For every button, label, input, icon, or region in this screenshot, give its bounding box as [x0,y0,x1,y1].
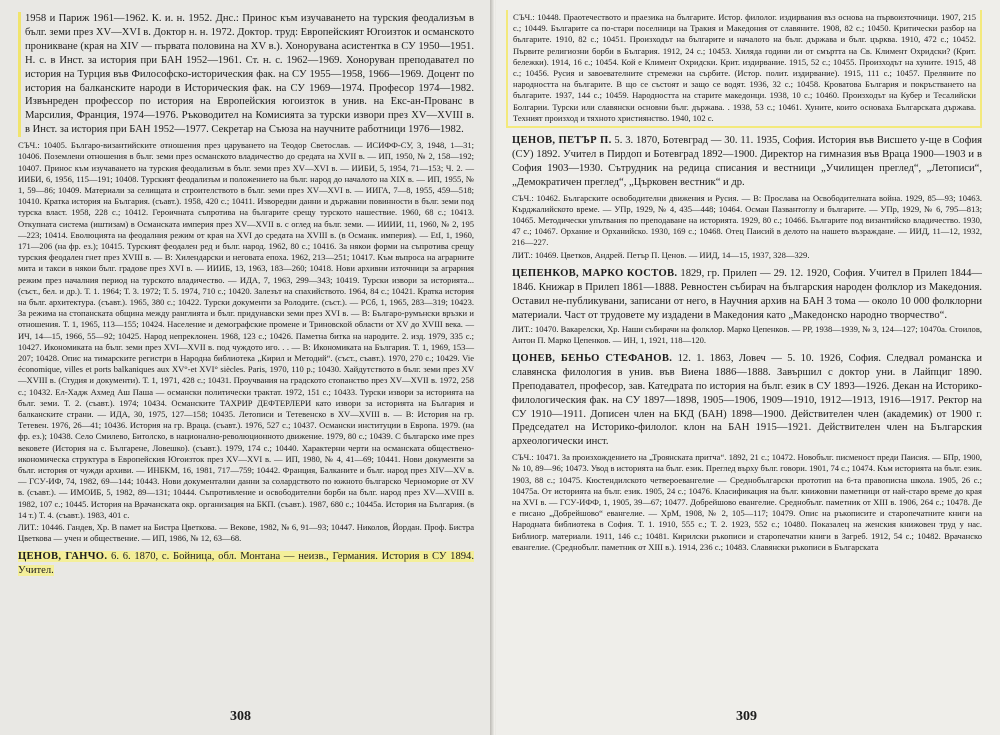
bibliography-works: СЪЧ.: 10405. Българо-византийските отношения през царуването на Теодор Светослав. — ИСИФФ-СУ, 3, 1948, 1—31; 10406. Поземлени отношения в бълг. земи през османското владичество до средата на XVII в. — ИП, 1950, № 2, 158—192; 10407. Принос към изучаването на турския феодализъм в бълг. земи през XV—XVI в. — ИИБИ, 5, 1954, 71—153; Ч. 2. — ИИБИ, 6, 1956, 115—191; 10408. Турският феодализъм и положението на бълг. народ до началото на XIX в. — ИП, 1955, № 1, 59—86; 10409. Материали за селищата и строителството в бълг. земи през XV—XVI в. — ИИГА, 7—8, 1955, 459—518; 10410. Кратка история на България. (съавт.). 1958, 420 с.; 10411. Изворедни данни и държавни повинности в бълг. земи под турска власт. 1958, 228 с.; 10412. Героичната съпротива на българите срещу турското нашествие. 1960, 68 с.; 10413. Откупната система (иштизам) в Османската империя през XV—XVII в. с оглед на бълг. земи. — ИИИИ, 11, 1960, № 2, 195—223; 10414. Еволюцията на феодалния режим от края на XVI до средата на XVIII в. (в Османк. империя). — ЕtІ, 1, 1960, 171—206 (на фр. ез.); 10415. Турският феодален ред и бълг. народ. 1962, 80 с.; 10416. За някои форми на съпротива срещу турския феодален гнет през XVIII в. — В: Хилендарски и неговата епоха. 1962, 213—251; 10417. Към въпроса на аграрните мита и такси в някои бълг. градове през XVI в. — ИИИБ, 13, 1963, 183—260; 10418. Нови архивни източници за аграрния режим през началния период на турското владичество. — ИДА, 7, 1963, 299—343; 10419. Турски извори за историята... (съст., бел. и др.). Т. 1. 1964; Т. 3. 1972; Т. 5. 1974, 710 с.; 10420. Залезът на спахийството. 1964, 84 с.; 10421. Кратка история на бълг. архитектура. (съавт.). 1965, 380 с.; 10422. Турски документи за Ролодите. (съст.). — РСб, 1, 1965, 283—319; 10423. За режима на стопанската община между ранглията и бълг. придунавски земи през XVI в. — В: Българо-румънски връзки и отношения. Т. 1, 1965, 113—155; 10424. Население и демографские промене и Триновской области от XV до XVIII века. — ИЧ, 14—15, 1966, 55—92; 10425. Народ непреклонен. 1968, 123 с.; 10426. Паметна битка на народите. 2. изд. 1979, 335 с.; 10427. Икономиката на бълг. земи през XVI—XVII в. под чуждото иго. . . — В: Икономиката на България. Т. 1, 1969, 153—207; 10428. Опис на тимарските регистри в Народна библиотека „Кирил и Методий“. (съст., съавт.). 1970, 270 с.; 10429. Vie économique, villes et ports balkaniques aux XV°-et XVI° siècles. Paris, 1970, 110 р.; 10430. Хайдутството в бълг. земи през XV—XVIII в. (Студия и документи). Т. 1, 1971, 428 с.; 10431. Проучвания на градското стопанство през XV—XVII в. 1972, 258 с.; 10432. Ел-Хадж Ахмед Аш Паша — османски политически трактат. 1972, 151 с.; 10433. Турски извори за историята на бълг. земи. Т. 2. (съавт.). 1974; 10434. Османските ТАХРИР ДЕФТЕРЛЕРИ като извори за историята на България и балканските страни. — ИДА, 30, 1975, 127—158; 10435. Летописи и Тетевенско в XV—XVIII в. — В: История на гр. Тетевен. 1976, 26—41; 10436. История на гр. Враца. (съавт.). 1976, 527 с.; 10437. Османски институции в Европа. 1979. (на фр. ез.); 10438. Село Смилево, Битолско, в национално-революционното движение. 1979, 80 с.; 10439. С българско име през вековете (История на с. Българене, Ловешко). (съавт.). 1979, 174 с.; 10440. Характерни черти на османската обществено-икономическа структура в Европейския Югоизток през XV—XVI в. — ИП, 1980, № 4, 41—69; 10441. Нови документи за бълг. история от чужди архиви. — ИНБКМ, 16, 1981, 717—759; 10442. Франция, Балканите и бълг. народ през XIV—XV в. — ГСУ-ИФ, 74, 1982, 69—144; 10443. Нови документални данни за солардството по южното българско Черноморие от XV в. (съавт.). — ИМОИБ, 5, 1982, 89—131; 10444. Съпротивление и освободителни борби на бълг. народ през XV—XVIII в. 1982, 107 с.; 10445. История на Врачанската окр. организация на БКП. (съавт.). 1987, 680 с.; 10445а. История на България. (в 14 т.) Т. 4. (съавт.). 1983, 401 с. [18,140,474,520]
entry-tsonev-benyo [512,352,982,553]
right-page [496,0,1000,735]
page-number-right: 309 [736,709,757,724]
bibliography-works-top: СЪЧ.: 10448. Праотечеството и праезика на българите. Истор. филолог. издирвания въз основа на първоизточници. 1907, 215 с.; 10449. Българите са по-стари поселници на Тракия и Македония от славяните. 1908, 82 с.; 10450. Критически разбор на българите. 1910, 82 с.; 10451. Произходът на българите и началото на бълг. държава и бълг. църква. 1910, 472 с.; 10452. Първите религиозни борби в България. 1912, 24 с.; 10453. Хиляда години ли от смъртта на Св. Климент Охридски? (Крит. бележки). 1914, 16 с.; 10454. Кой е Климент Охридски. Крит. издирвание. 1915, 52 с.; 10455. Произходът на хуните. 1915, 48 с.; 10456. Русия и завоевателните стремежи на сърбите. (Истор. полит. издирвание). 1915, 111 с.; 10457. Преляните по народността на българите. В що се състоят и защо се водят. 1936, 32 с.; 10458. Кроватова България и покръстването на българите. 1937, 144 с.; 10459. Народността на старите македонци. 1938, 10 с.; 10460. Произходът на Кубер и Тесалийски Болгарии. Турски или славянски основни бълг. държава. . 1938, 53 с.; 10461. Хуните, които основаха Българската държава. Техният произход и тяхното християнство. 1940, 102 с. [506,10,982,128]
entry-tsepenkov-marko [512,267,982,346]
bibliography-works: СЪЧ.: 10471. За произхождението на „Троянската притча“. 1892, 21 с.; 10472. Новобълг. писменост преди Паисия. — БПр, 1900, № 10, 89—96; 10473. Увод в историята на бълг. език. Преглед върху бълг. говори. 1901, 74 с.; 10474. Към историята на бълг. език. 1903, 88 с.; 10475. Кюстендилското четвероевангелие — Среднобългарски прототип на 6-та правописна школа. 1905, 26 с.; 10475а. От историята на бълг. език. 1905, 24 с.; 10476. Класификация на бълг. книжовни паметници от най-старо време до края на XVI в. — ГСУ-ИФФ, 1, 1905, 39—67; 10477. Добрейшово евангелие. Среднобълг. паметник от XIII в. 1906, 264 с.; 10478. Де е писано „Добрейшово“ евангелие. — ХрМ, 1908, № 2, 105—117; 10479. Опис на ръкописите и старопечатните книги на Народната библиотека в София. Т. 1. 1910, 555 с.; Т. 2. 1923, 552 с.; 10480. Показалец на женския книжовен труд у нас. Библиогр. материали. 1911, 146 с.; 10481. Кирилски ръкописи и старопечатни книги в Загреб. 1912, 54 с.; 10482. Врачанско евангелие. (Среднобълг. паметник от XIII в.). 1914, 236 с.; 10483. Славянски ръкописи в Българската [512,452,982,552]
entry-name: ЦЕПЕНКОВ, МАРКО КОСТОВ. [512,267,678,279]
bibliography-works: СЪЧ.: 10462. Българските освободителни движения и Русия. — В: Прослава на Освободителната война. 1929, 85—93; 10463. Кърджалийското време. — УПр, 1929, № 4, 435—448; 10464. Осман Пазвантоглу и българите. — УПр, 1929, № 6, 795—813; 10465. Методически упътвания по преподаване на историята. 1929, 80 с.; 10466. Българите под византийско владичество. 1930, 47 с.; 10467. Орхание и Орханийско. 1930, 169 с.; 10468. Отец Паисий в делото на нашето възраждане. — ИИД, 11—12, 1932, 216—227. [512,192,982,248]
entry-bio: 5. 3. 1870, Ботевград — 30. 11. 1935, София. История във Висшето у-ще в София (СУ) 1892. Учител в Пирдоп и Ботевград 1892—1900. Директор на гимназия във Враца 1900—1903 и в София 1903—1930. Сътрудник на редица списания и вестници „Училищен преглед“, „Летописи“, „Демократичен преглед“, „Църковен вестник“ и др. [512,135,982,188]
entry-name: ЦОНЕВ, БЕНЬО СТЕФАНОВ. [512,352,673,364]
bio-continuation: 1958 и Париж 1961—1962. К. и. н. 1952. Днс.: Принос към изучаването на турския феодализъм в бълг. земи през XV—XVI в. Доктор н. н. 1972. Доктор. труд: Европейският Югоизток и османското проникване (края на XIV — първата половина на XV в.). Хоноруванa асистентка в СУ 1950—1951. Н. с. в Инст. за история при БАН 1952—1961. Ст. н. с. 1962—1969. Хоноруван преподавател по история на Турция във Философско-историческия фак. на СУ 1955—1958, 1966—1969. Доцент по история на балканските народи в Историческия фак. на СУ 1969—1974. Професор 1974—1982. Извънреден профессор по история на Европейския югоизток в унив. на Екс-ан-Прованс в Марсилия, Франция, 1974—1976. Ръководител на Комисията за турски извори през XV—XVIII в. в Инст. за история при БАН 1952—1977. Секретар на Съюза на научните работници 1976—1982. [18,12,474,137]
bibliography-literature: ЛИТ.: 10469. Цветков, Андрей. Петър П. Ценов. — ИИД, 14—15, 1937, 328—329. [512,249,810,260]
entry-name: ЦЕНОВ, ПЕТЪР П. [512,135,612,147]
entry-bio: 1829, гр. Прилеп — 29. 12. 1920, София. Учител в Прилеп 1844—1846. Книжар в Прилеп 1861—1888. Ревностен събирач на българския народен фолклор из Македония. Оставил не-публикувани, записани от него, в Научния архив на БАН 3 тома — около 10 000 фолклорни материали. Част от трудовете му издадени в Македония като „Македонско народно творчество“. [512,267,982,321]
bibliography-literature: ЛИТ.: 10470. Вакарелски, Хр. Наши събирачи на фолклор. Марко Цепенков. — РР, 1938—1939, № 3, 124—127; 10470а. Стоилов, Антон П. Марко Цепенков. — ИН, 1, 1921, 118—120. [512,323,982,345]
entry-bio: 6. 6. 1870, с. Бойница, обл. Монтана — неизв., Германия. История в СУ 1894. Учител. [18,551,474,577]
entry-bio: 12. 1. 1863, Ловеч — 5. 10. 1926, София. Следвал романска и славянска филология в унив. във Виена 1886—1888. Завършил с доктор уни. в Лайпциг 1890. Преподавател, професор, зав. Катедрата по история на бълг. език в СУ 1893—1926. Декан на Историко-филологическия фак. на СУ 1897—1898, 1905—1906, 1909—1910, 1912—1913, 1916—1917. Ректор на СУ 1910—1911. Дописен член на БКД (БАН) 1898—1900. Действителен член (академик) от 1900 г. Председател на Историко-филолог. клон на БАН 1915—1921. Действителен член на Българския археологически инст. [512,352,982,448]
bibliography-literature: ЛИТ.: 10446. Гандев, Хр. В памет на Бистра Цветкова. — Векове, 1982, № 6, 91—93; 10447. Николов, Йордан. Проф. Бистра Цветкова — учен и обществение. — ИП, 1986, № 12, 63—68. [18,522,474,544]
page-number-left: 308 [230,709,251,724]
right-column [512,10,982,553]
left-page [0,0,492,735]
entry-tsenov-gancho [18,550,474,578]
entry-tsenov-petar [512,134,982,261]
entry-name: ЦЕНОВ, ГАНЧО. [18,551,108,563]
left-column [18,12,474,578]
